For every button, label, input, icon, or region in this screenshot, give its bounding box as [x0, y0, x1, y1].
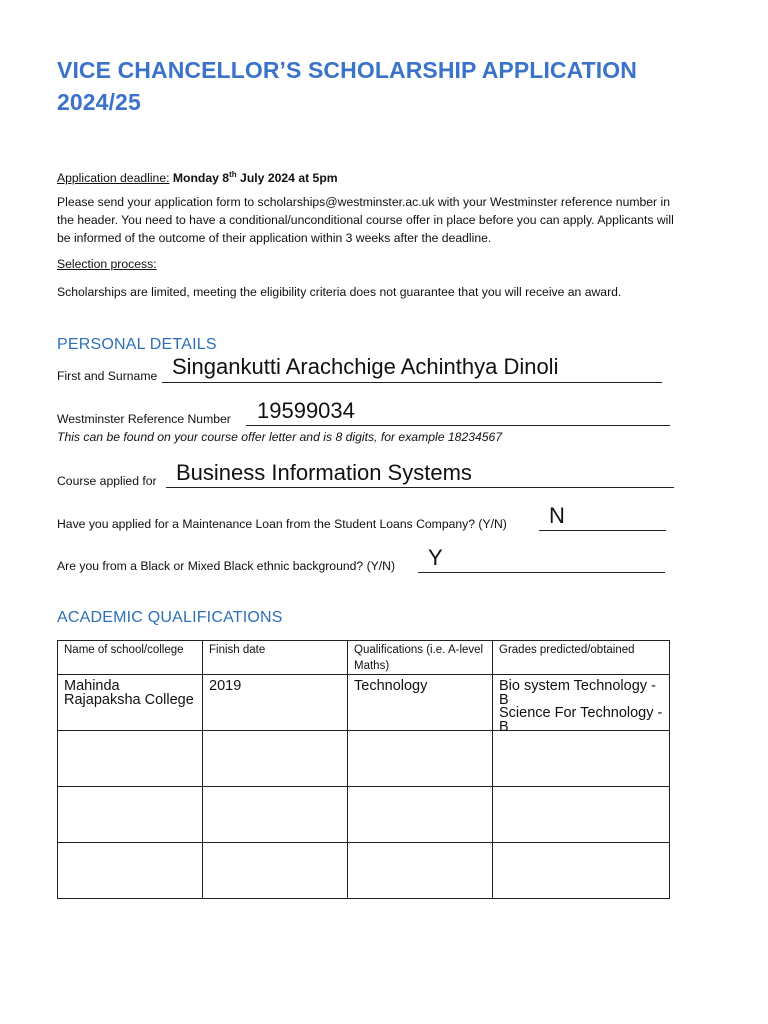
cell-grades-text: Bio system Technology - B Science For Technology - B	[499, 678, 663, 735]
col-header-school: Name of school/college	[58, 641, 203, 675]
cell-qualification[interactable]	[348, 843, 493, 899]
cell-qualification-text: Technology	[354, 678, 428, 694]
cell-grades[interactable]	[493, 843, 670, 899]
cell-grades[interactable]	[493, 787, 670, 843]
intro-paragraph: Please send your application form to scholarships@westminster.ac.uk with your Westminster reference number in the header. You need to have a conditional/unconditional course offer in place before you can apply. Applicants will be informed of the outcome of their application within 3 weeks after the deadline.	[57, 195, 674, 245]
deadline-date	[173, 171, 338, 185]
qualifications-table	[57, 640, 670, 899]
ethnic-value[interactable]: Y	[428, 545, 443, 570]
course-value[interactable]: Business Information Systems	[176, 460, 472, 485]
cell-school[interactable]	[58, 843, 203, 899]
table-header-row	[58, 641, 670, 675]
course-label: Course applied for	[57, 474, 157, 488]
table-row	[58, 787, 670, 843]
cell-qualification[interactable]	[348, 787, 493, 843]
ref-label: Westminster Reference Number	[57, 412, 231, 426]
name-label: First and Surname	[57, 369, 158, 383]
deadline-line	[57, 169, 338, 187]
deadline-label: Application deadline:	[57, 171, 170, 185]
cell-finish[interactable]	[203, 675, 348, 731]
table-row	[58, 731, 670, 787]
selection-label: Selection process:	[57, 257, 157, 271]
personal-details-heading: PERSONAL DETAILS	[57, 336, 217, 353]
form-title: VICE CHANCELLOR’S SCHOLARSHIP APPLICATION 2024/25	[57, 57, 637, 115]
loan-value[interactable]: N	[549, 503, 565, 528]
course-line	[166, 487, 674, 488]
selection-text: Scholarships are limited, meeting the eligibility criteria does not guarantee that you will receive an award.	[57, 285, 622, 299]
col-header-finish: Finish date	[203, 641, 348, 675]
table-row	[58, 675, 670, 731]
cell-school[interactable]	[58, 675, 203, 731]
col-header-qualification: Qualifications (i.e. A-level Maths)	[348, 641, 493, 675]
cell-qualification[interactable]	[348, 731, 493, 787]
loan-question: Have you applied for a Maintenance Loan from the Student Loans Company? (Y/N)	[57, 517, 507, 531]
loan-line	[539, 530, 666, 531]
cell-grades[interactable]	[493, 675, 670, 735]
academic-heading: ACADEMIC QUALIFICATIONS	[57, 609, 283, 626]
ref-hint: This can be found on your course offer letter and is 8 digits, for example 18234567	[57, 430, 503, 444]
deadline-day: Monday 8	[172, 171, 230, 185]
table-row	[58, 843, 670, 899]
ethnic-question: Are you from a Black or Mixed Black ethnic background? (Y/N)	[57, 559, 396, 573]
col-header-grades: Grades predicted/obtained	[493, 641, 670, 675]
cell-finish[interactable]	[203, 731, 348, 787]
cell-school-text: Mahinda Rajapaksha College	[64, 678, 194, 708]
cell-grades[interactable]	[493, 731, 670, 787]
name-line	[162, 382, 662, 383]
cell-school[interactable]	[58, 787, 203, 843]
cell-finish[interactable]	[203, 843, 348, 899]
ref-value[interactable]: 19599034	[257, 398, 355, 423]
cell-school[interactable]	[58, 731, 203, 787]
deadline-rest: July 2024 at 5pm	[236, 171, 338, 185]
deadline-sup: th	[229, 169, 237, 179]
cell-finish-text: 2019	[209, 678, 242, 694]
cell-finish[interactable]	[203, 787, 348, 843]
ref-line	[246, 425, 670, 426]
ethnic-line	[418, 572, 665, 573]
cell-qualification[interactable]	[348, 675, 493, 731]
name-value[interactable]: Singankutti Arachchige Achinthya Dinoli	[172, 354, 559, 379]
